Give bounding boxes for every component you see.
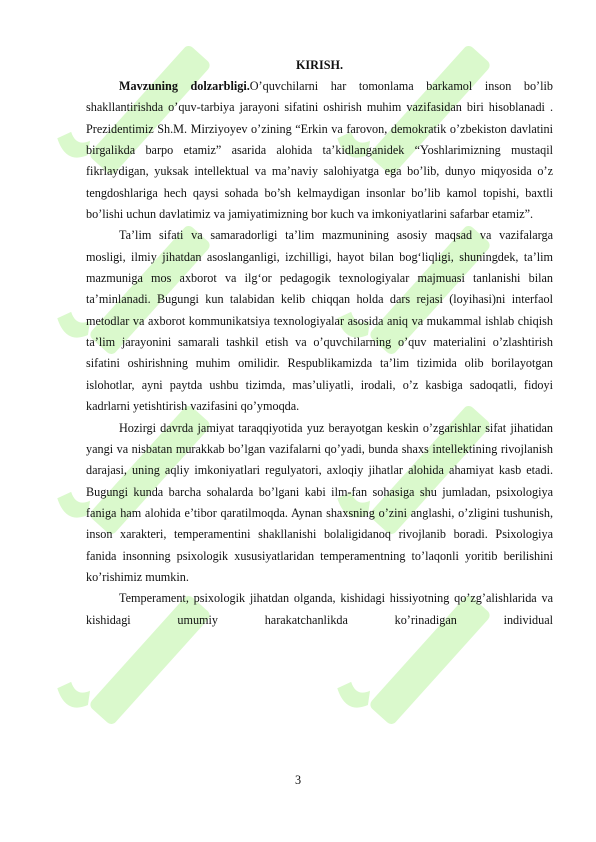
document-body [86,56,553,631]
paragraph-1 [86,76,553,225]
paragraph-3 [86,418,553,589]
paragraph-text: Ta’lim sifati va samaradorligi ta’lim mazmunining asosiy maqsad va vazifalarga mosligi, ilmiy jihatdan asoslanganligi, izchilligi, hayot bilan bog‘liqligi, shuningdek, ta’lim mazmuniga mos axborot va ilg‘or pedagogik texnologiyalar majmuasi tanlanishi bilan ta’minlanadi. Bugungi kun talabidan kelib chiqqan holda dars rejasi (loyihasi)ni interfaol metodlar va axborot kommunikatsiya texnologiyalar asosida aniq va mukammal ishlab chiqish ta’lim jarayonini samarali tashkil etish va o’quvchilarning o’quv materialini o’zlashtirish sifatini oshirishning muhim omilidir. Respublikamizda ta’lim tizimida olib borilayotgan islohotlar, ayni paytda ushbu tizimda, mas’uliyatli, irodali, o’z kasbiga sadoqatli, fidoyi kadrlarni yetishtirish vazifasini qo’ymoqda. [86,228,553,414]
paragraph-text: O’quvchilarni har tomonlama barkamol inson bo’lib shakllantirishda o’quv-tarbiya jarayoni sifatini oshirish muhim vazifasidan biri hisoblanadi . Prezidentimiz Sh.M. Mirziyoyev o’zining “Erkin va farovon, demokratik o’zbekiston davlatini birgalikda barpo etamiz” asarida alohida ta’kidlanganidek “Yoshlarimizning mustaqil fikrlaydigan, yuksak intellektual va ma’naviy salohiyatga ega bo’lib, dunyo miqyosida o’z tengdoshlariga hech qaysi sohada bo’sh kelmaydigan insonlar bo’lib kamol topishi, baxtli bo’lishi uchun davlatimiz va jamiyatimizning bor kuch va imkoniyatlarini safarbar etamiz”. [86,79,553,222]
paragraph-lead: Mavzuning dolzarbligi. [119,79,250,93]
paragraph-2 [86,225,553,417]
page-number: 3 [294,773,302,787]
paragraph-text: Temperament, psixologik jihatdan olganda, kishidagi hissiyotning qo’zg’alishlarida va kishidagi umumiy harakatchanlikda ko’rinadigan individual [86,591,553,627]
paragraph-4 [86,588,553,631]
watermark-hook [334,673,376,715]
watermark-hook [54,673,96,715]
paragraph-text: Hozirgi davrda jamiyat taraqqiyotida yuz berayotgan keskin o’zgarishlar sifat jihatidan yangi va nisbatan murakkab bo’lgan vazifalarni qo’yadi, bunda shaxs intellektining rivojlanish darajasi, uning aqliy imkoniyatlari regulyatori, axloqiy jihatlar alohida ahamiyat kasb etadi. Bugungi kunda barcha sohalarda bo’lgani kabi ilm-fan sohasiga shu jumladan, psixologiya faniga ham alohida e’tibor qaratilmoqda. Aynan shaxsning o’zini anglashi, o’zligini tushunish, inson xarakteri, temperamentini shakllanishi bolaligidanoq rivojlanib boradi. Psixologiya fanida insonning psixologik xususiyatlaridan temperamentning to’laqonli yoritib berilishini ko’rishimiz mumkin. [86,420,553,584]
document-title: KIRISH. [295,58,344,72]
